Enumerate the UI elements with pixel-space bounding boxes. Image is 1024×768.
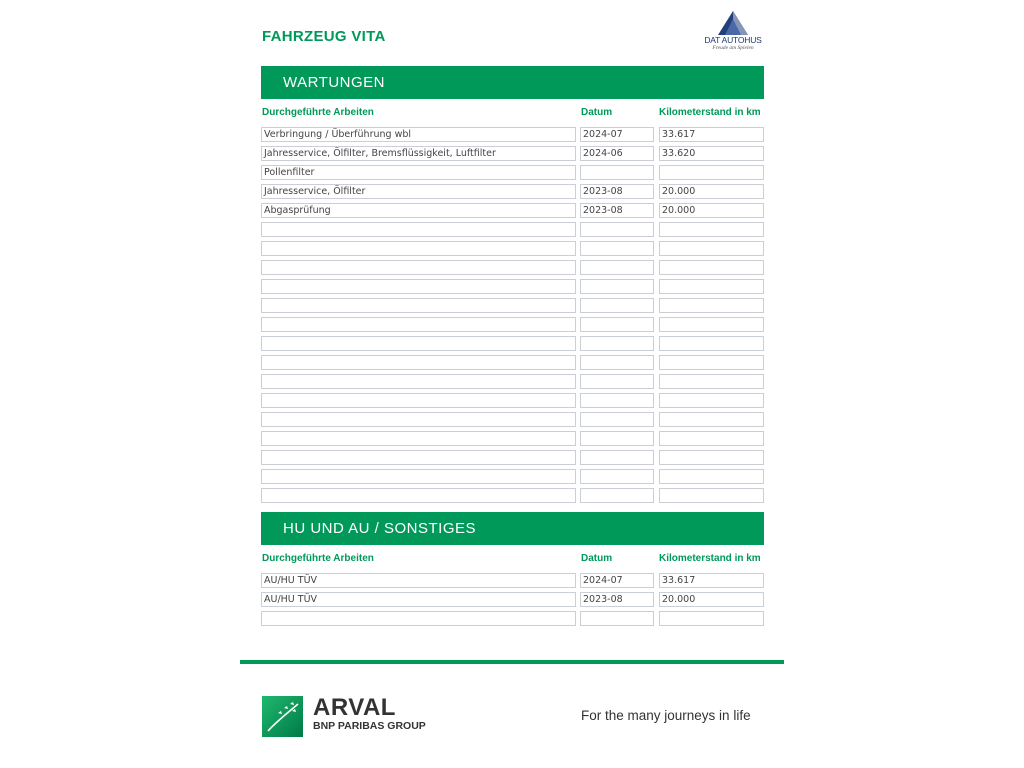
date-cell (580, 298, 654, 313)
mileage-cell (659, 450, 764, 465)
mileage-cell (659, 355, 764, 370)
arval-logo-icon (262, 696, 303, 737)
mileage-cell (659, 165, 764, 180)
date-cell (580, 393, 654, 408)
mileage-cell: 33.617 (659, 573, 764, 588)
date-cell (580, 241, 654, 256)
work-cell (261, 412, 576, 427)
date-cell (580, 431, 654, 446)
work-cell (261, 336, 576, 351)
mileage-cell: 20.000 (659, 592, 764, 607)
work-cell (261, 355, 576, 370)
mileage-cell (659, 393, 764, 408)
mileage-cell (659, 469, 764, 484)
mileage-cell (659, 279, 764, 294)
date-cell (580, 260, 654, 275)
date-cell: 2024-07 (580, 573, 654, 588)
date-cell: 2023-08 (580, 592, 654, 607)
mileage-cell: 20.000 (659, 203, 764, 218)
column-header-work: Durchgeführte Arbeiten (262, 107, 374, 118)
mileage-cell (659, 374, 764, 389)
column-header-work: Durchgeführte Arbeiten (262, 553, 374, 564)
dealer-logo (700, 10, 766, 60)
work-cell (261, 279, 576, 294)
date-cell: 2023-08 (580, 184, 654, 199)
mileage-cell (659, 431, 764, 446)
date-cell (580, 374, 654, 389)
work-cell: Jahresservice, Ölfilter, Bremsflüssigkeit, Luftfilter (261, 146, 576, 161)
section-header-inspection: HU UND AU / SONSTIGES (261, 512, 764, 545)
date-cell: 2024-07 (580, 127, 654, 142)
mileage-cell (659, 317, 764, 332)
work-cell (261, 431, 576, 446)
work-cell (261, 222, 576, 237)
dealer-name: DAT AUTOHUS (704, 35, 762, 45)
work-cell: Verbringung / Überführung wbl (261, 127, 576, 142)
work-cell (261, 393, 576, 408)
date-cell: 2024-06 (580, 146, 654, 161)
work-cell: Pollenfilter (261, 165, 576, 180)
mileage-cell: 33.620 (659, 146, 764, 161)
date-cell (580, 355, 654, 370)
work-cell (261, 374, 576, 389)
date-cell (580, 279, 654, 294)
arval-brand-name: ARVAL (313, 694, 396, 721)
work-cell (261, 260, 576, 275)
mileage-cell: 20.000 (659, 184, 764, 199)
date-cell (580, 336, 654, 351)
footer-tagline: For the many journeys in life (581, 708, 751, 723)
mileage-cell (659, 260, 764, 275)
section-header-maintenance: WARTUNGEN (261, 66, 764, 99)
column-header-date: Datum (581, 553, 613, 564)
date-cell (580, 317, 654, 332)
work-cell (261, 241, 576, 256)
work-cell: AU/HU TÜV (261, 592, 576, 607)
arval-group-name: BNP PARIBAS GROUP (313, 720, 426, 732)
column-header-mileage: Kilometerstand in km (659, 553, 761, 564)
column-header-mileage: Kilometerstand in km (659, 107, 761, 118)
footer-divider (240, 660, 784, 664)
mileage-cell: 33.617 (659, 127, 764, 142)
dealer-logo-icon (717, 10, 749, 36)
work-cell (261, 298, 576, 313)
date-cell (580, 450, 654, 465)
date-cell (580, 165, 654, 180)
date-cell (580, 469, 654, 484)
column-header-date: Datum (581, 107, 613, 118)
work-cell: Jahresservice, Ölfilter (261, 184, 576, 199)
date-cell (580, 222, 654, 237)
work-cell: Abgasprüfung (261, 203, 576, 218)
work-cell: AU/HU TÜV (261, 573, 576, 588)
mileage-cell (659, 222, 764, 237)
work-cell (261, 469, 576, 484)
mileage-cell (659, 298, 764, 313)
date-cell (580, 412, 654, 427)
work-cell (261, 317, 576, 332)
date-cell (580, 488, 654, 503)
mileage-cell (659, 488, 764, 503)
document-title: FAHRZEUG VITA (262, 28, 386, 45)
mileage-cell (659, 241, 764, 256)
mileage-cell (659, 611, 764, 626)
date-cell: 2023-08 (580, 203, 654, 218)
date-cell (580, 611, 654, 626)
work-cell (261, 488, 576, 503)
dealer-slogan: Freude am Spielen (712, 45, 754, 51)
mileage-cell (659, 336, 764, 351)
mileage-cell (659, 412, 764, 427)
work-cell (261, 450, 576, 465)
work-cell (261, 611, 576, 626)
